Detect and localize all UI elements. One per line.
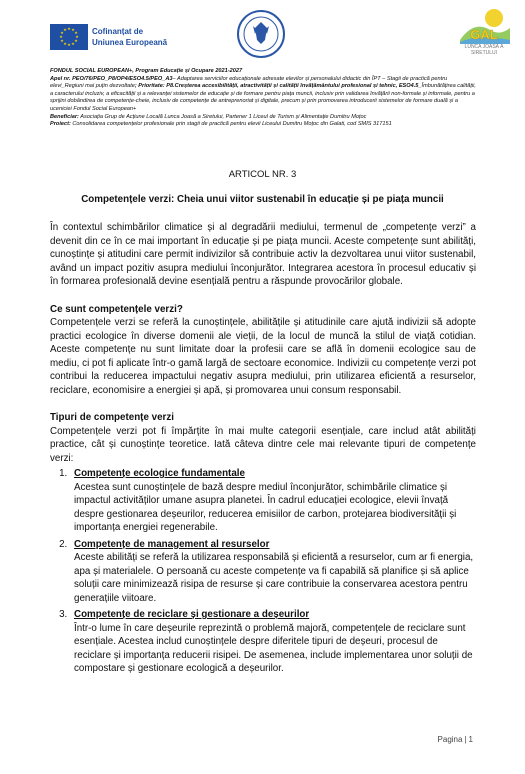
list-item xyxy=(70,608,476,676)
beneficiary-label: Beneficiar: xyxy=(50,113,79,120)
project-label: Proiect: xyxy=(50,121,71,128)
svg-text:★: ★ xyxy=(71,27,75,32)
article-title: Competențele verzi: Cheia unui viitor sustenabil în educație și pe piața muncii xyxy=(81,194,444,205)
svg-text:★: ★ xyxy=(63,27,67,32)
svg-text:★: ★ xyxy=(74,30,78,35)
section-heading: Ce sunt competențele verzi? xyxy=(50,303,183,315)
section-paragraph: Competențele verzi se referă la cunoștințele, abilitățile și atitudinile care ajută indivizii să adopte practici ecologice în diverse domenii ale vieții, de la locul de muncă la stilul de viață cotidian. Aceste competențe nu sunt limitate doar la profesii care se află în domenii ecologice sau de mediu, ci pot fi aplicate într-o gamă largă de sectoare economice. Indivizii cu competențe verzi pot contribui la reducerea impactului negativ asupra mediului, prin utilizarea eficientă a resurselor, reciclare, economisire a energiei și apă, și promovarea unui consum responsabil. xyxy=(50,317,476,396)
call-number-label: Apel nr. PEO/76/PEO_P8/OP4/ESO4.5/PEO_A3 xyxy=(50,75,173,82)
government-seal-logo xyxy=(236,8,286,60)
skills-list xyxy=(50,467,476,676)
page-number: 1 xyxy=(468,735,473,744)
list-item-title: 2. Competențe de management al resurselor xyxy=(74,538,270,550)
svg-text:★: ★ xyxy=(60,38,64,43)
eu-cofinancing-logo xyxy=(50,24,170,52)
section-heading: Tipuri de competențe verzi xyxy=(50,412,174,423)
svg-text:★: ★ xyxy=(74,38,78,43)
section-types-of-green-skills xyxy=(50,411,476,676)
svg-text:★: ★ xyxy=(59,34,63,39)
article-number: ARTICOL NR. 3 xyxy=(228,169,297,180)
list-item-text: Într-o lume în care deșeurile reprezintă o problemă majoră, competențele de reciclare sunt esențiale. Acestea includ cunoștințele despre diferitele tipuri de deșeuri, procesul de reciclare și importanța reducerii risipei. De asemenea, include implementarea unor soluții de compostare și gestionare ecologică a deșeurilor. xyxy=(74,622,473,674)
gal-logo-wordmark: GAL xyxy=(470,27,498,42)
gal-logo-subtitle: LUNCA JOASĂ A SIRETULUI xyxy=(464,44,504,56)
beneficiary-text: Asociația Grup de Acțiune Locală Lunca Joasă a Siretului, Partener 1 Liceul de Turism și Alimentație Dumitru Moțoc xyxy=(80,113,367,120)
svg-text:★: ★ xyxy=(60,30,64,35)
eu-logo-text: Cofinanțat de Uniunea Europeană xyxy=(92,27,168,47)
eu-flag-icon xyxy=(50,24,88,50)
intro-paragraph: În contextul schimbărilor climatice și al degradării mediului, termenul de „competențe verzi” a devenit din ce în ce mai important în educație și pe piața muncii. Aceste competențe sunt abilități, cunoștințe și atitudini care permit indivizilor să contribuie activ la dezvoltarea unui viitor sustenabil, având un impact pozitiv asupra mediului înconjurător. Integrarea acestora în procesul educativ și în formarea profesională devine esențială pentru a răspunde provocărilor globale. xyxy=(50,222,476,287)
svg-text:★: ★ xyxy=(71,41,75,46)
article-body xyxy=(50,221,476,690)
svg-text:★: ★ xyxy=(75,34,79,39)
call-description: – Adaptarea serviciilor educaționale adresate elevilor și personalului didactic din ÎPT – Stagii de practică pentru elevi_Regiuni mai puțin dezvoltate xyxy=(50,75,448,90)
list-item-text: Acestea sunt cunoștințele de bază despre mediul înconjurător, schimbările climatice și impactul activităților umane asupra planetei. În cadrul educației ecologice, elevii învață despre gestionarea deșeurilor, reducerea emisiilor de carbon, protejarea biodiversității și importanța energiei regenerabile. xyxy=(74,481,457,533)
section-paragraph: Competențele verzi pot fi împărțite în mai multe categorii esențiale, care includ atât abilități practice, cât și cunoștințe teoretice. Iată câteva dintre cele mai relevante tipuri de competențe verzi: xyxy=(50,425,476,464)
list-item xyxy=(70,467,476,535)
list-item-title: 3. Competențe de reciclare și gestionare a deșeurilor xyxy=(74,609,310,620)
svg-text:★: ★ xyxy=(67,42,71,47)
list-item xyxy=(70,538,476,606)
section-what-are-green-skills xyxy=(50,303,476,398)
funding-program: FONDUL SOCIAL EUROPEAN+, Program Educație și Ocupare 2021-2027 xyxy=(50,68,243,74)
svg-text:★: ★ xyxy=(67,26,71,31)
funding-info-block xyxy=(50,68,480,129)
page-label: Pagina xyxy=(437,735,463,744)
page-footer: Pagina | 1 xyxy=(437,735,473,744)
priority-description: _Îmbunătățirea calității, a caracterului incluziv, a eficacității și a relevanței sistemelor de educație și de formare pentru piața muncii, inclusiv prin validarea învățării non-formale și informale, pentru a sprijini dobândirea de competențe-cheie, inclusiv de competențe de antreprenoriat și digitale, precum și prin promovarea introducerii sistemelor de formare duală și a uceniciei Fondul Social European+ xyxy=(50,83,476,112)
priority-label: ; Prioritate: P8.Creșterea accesibilității, atractivității și calității învățământului profesional și tehnic, ESO4.5 xyxy=(134,83,419,90)
list-item-text: Aceste abilități se referă la utilizarea responsabilă și eficientă a resurselor, cum ar fi energia, apa și materialele. O persoană cu aceste competențe va fi capabilă să planifice și să aplice soluții care minimizează risipa de resurse și care contribuie la conservarea acestora pentru generațiile viitoare. xyxy=(74,552,474,604)
gal-logo xyxy=(454,6,514,62)
svg-text:★: ★ xyxy=(63,41,67,46)
list-item-title: 1. Competențe ecologice fundamentale xyxy=(74,468,245,479)
project-text: Consolidarea competențelor profesionale prin stagii de practică pentru elevii Liceului Dumitru Moțoc din Galati, cod SMIS 317151 xyxy=(72,121,392,128)
